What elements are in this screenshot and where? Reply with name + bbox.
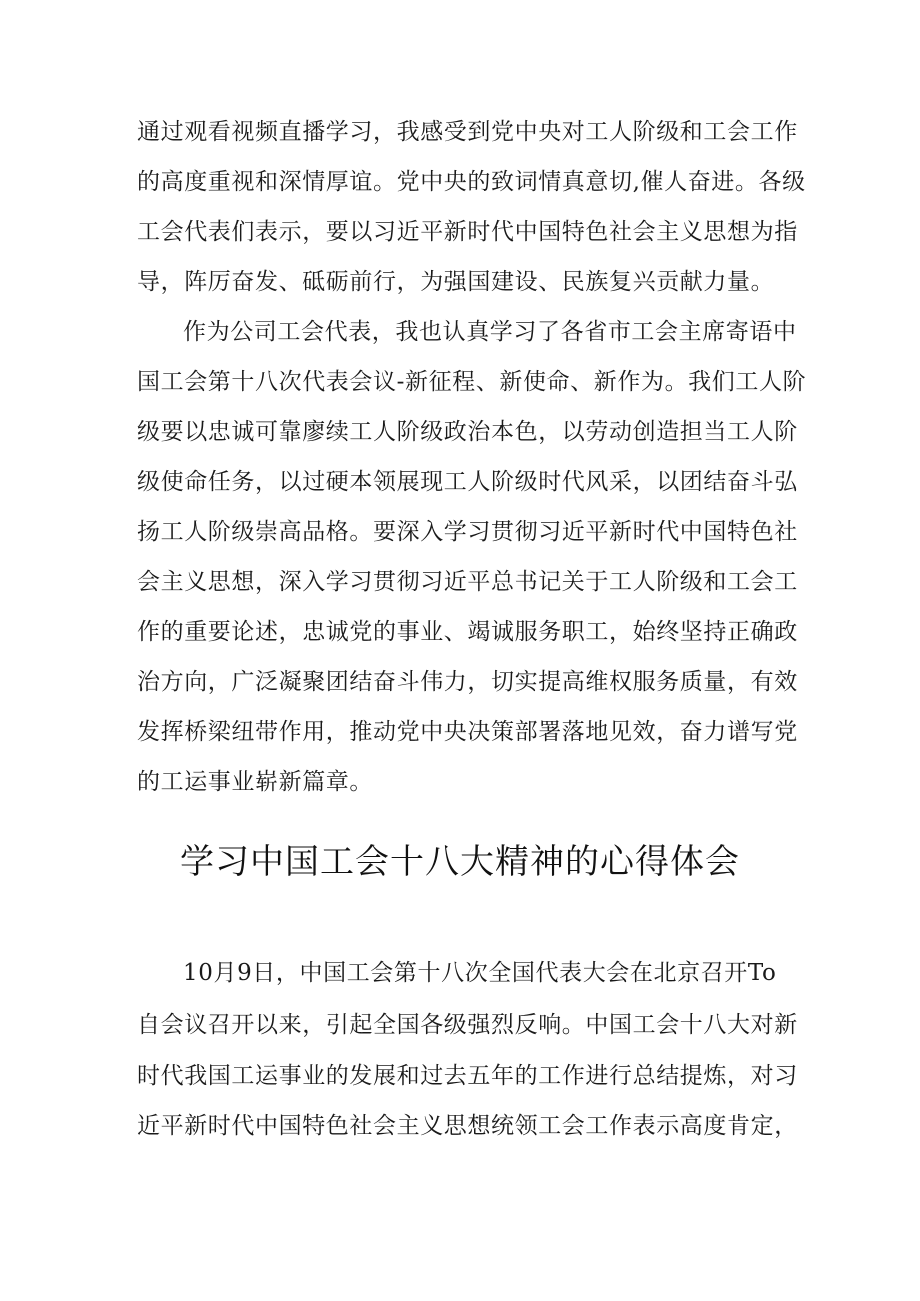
paragraph-2-line: 会主义思想，深入学习贯彻习近平总书记关于工人阶级和工会工 xyxy=(137,569,798,595)
paragraph-1-line: 通过观看视频直播学习，我感受到党中央对工人阶级和工会工作 xyxy=(137,119,798,145)
paragraph-3-line: 自会议召开以来，引起全国各级强烈反响。中国工会十八大对新 xyxy=(137,1012,798,1038)
paragraph-2-line: 级要以忠诚可靠廖续工人阶级政治本色，以劳动创造担当工人阶 xyxy=(137,419,798,445)
paragraph-2-line: 作为公司工会代表，我也认真学习了各省市工会主席寄语中 xyxy=(183,319,797,345)
paragraph-1-line: 导，阵厉奋发、砥砺前行，为强国建设、民族复兴贡献力量。 xyxy=(137,269,775,295)
paragraph-2-line: 国工会第十八次代表会议-新征程、新使命、新作为。我们工人阶 xyxy=(137,369,807,395)
paragraph-2-line: 作的重要论述，忠诚党的事业、竭诚服务职工，始终坚持正确政 xyxy=(137,619,798,645)
paragraph-3-line: 近平新时代中国特色社会主义思想统领工会工作表示高度肯定， xyxy=(137,1113,798,1139)
paragraph-1-line: 工会代表们表示，要以习近平新时代中国特色社会主义思想为指 xyxy=(137,219,798,245)
paragraph-2-line: 级使命任务，以过硬本领展现工人阶级时代风采，以团结奋斗弘 xyxy=(137,469,798,495)
paragraph-2-line: 发挥桥梁纽带作用，推动党中央决策部署落地见效，奋力谱写党 xyxy=(137,719,798,745)
section-title: 学习中国工会十八大精神的心得体会 xyxy=(180,842,740,882)
paragraph-2-line: 治方向，广泛凝聚团结奋斗伟力，切实提高维权服务质量，有效 xyxy=(137,669,798,695)
paragraph-3-line: 时代我国工运事业的发展和过去五年的工作进行总结提炼，对习 xyxy=(137,1063,798,1089)
paragraph-2-line: 的工运事业崭新篇章。 xyxy=(137,769,373,795)
paragraph-3-line: 10月9日，中国工会第十八次全国代表大会在北京召开To xyxy=(183,960,777,986)
paragraph-2-line: 扬工人阶级崇高品格。要深入学习贯彻习近平新时代中国特色社 xyxy=(137,519,798,545)
paragraph-1-line: 的高度重视和深情厚谊。党中央的致词情真意切,催人奋进。各级 xyxy=(137,169,806,195)
